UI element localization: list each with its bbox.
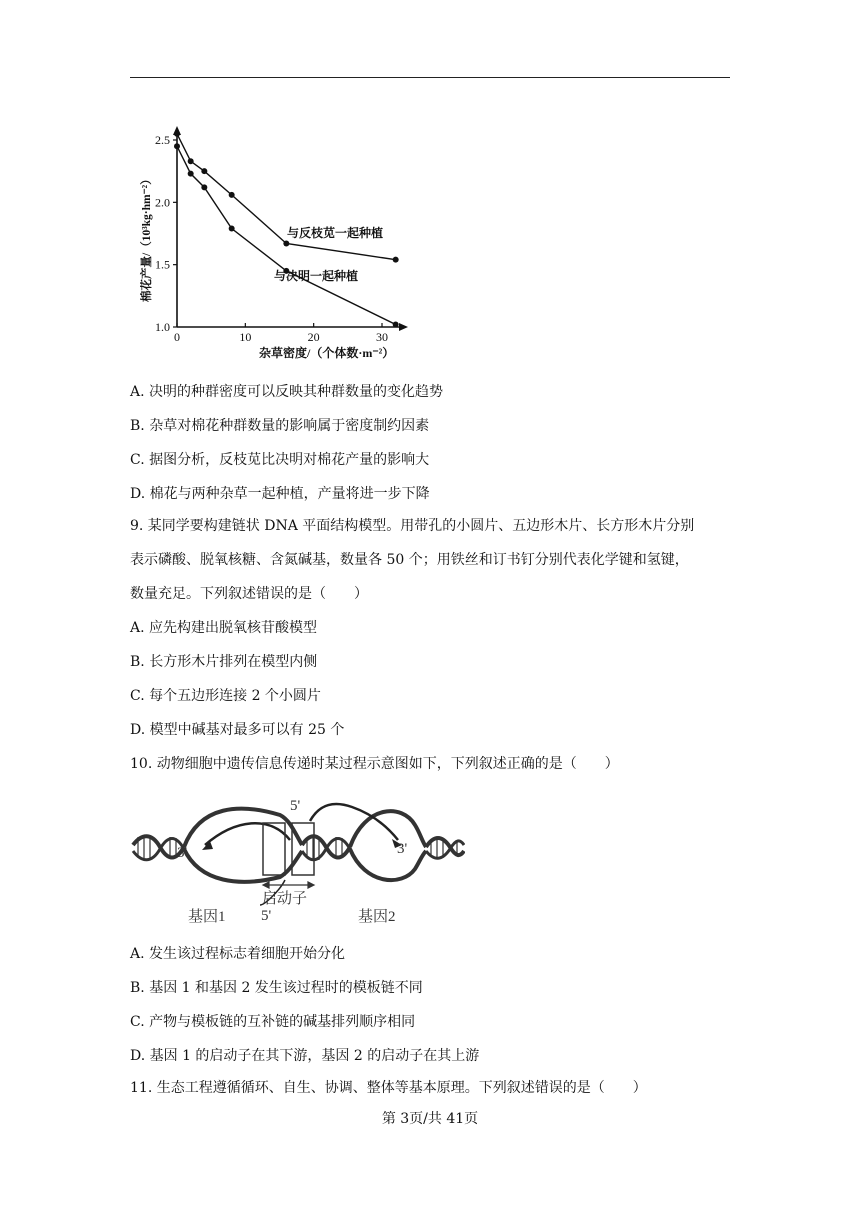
series-label-cassia: 与决明一起种植	[274, 269, 359, 283]
q8-option-d: D. 棉花与两种杂草一起种植，产量将进一步下降	[130, 486, 430, 502]
label-promoter: 启动子	[262, 891, 308, 907]
q9-option-a: A. 应先构建出脱氧核苷酸模型	[130, 620, 318, 636]
series-1-point	[201, 168, 207, 174]
label-gene1: 基因1	[188, 909, 226, 925]
series-2-point	[188, 171, 194, 177]
q9-option-b: B. 长方形木片排列在模型内侧	[130, 654, 318, 670]
y-tick-label: 2.5	[155, 133, 170, 147]
series-1-point	[229, 192, 235, 198]
series-2-point	[229, 226, 235, 232]
q11-stem: 11. 生态工程遵循循环、自生、协调、整体等基本原理。下列叙述错误的是（ ）	[130, 1080, 647, 1096]
label-5prime-bottom: 5'	[261, 908, 272, 924]
cotton-yield-chart	[132, 122, 422, 367]
page-footer: 第 3页/共 41页	[381, 1111, 479, 1127]
x-axis-title: 杂草密度/（个体数·m⁻²）	[259, 346, 395, 360]
series-2-point	[393, 322, 399, 328]
series-1-point	[174, 131, 180, 137]
q8-option-a: A. 决明的种群密度可以反映其种群数量的变化趋势	[130, 384, 444, 400]
x-axis-arrow	[399, 323, 408, 331]
y-tick-label: 2.0	[155, 195, 170, 210]
q9-stem-line-2: 表示磷酸、脱氧核糖、含氮碱基，数量各 50 个；用铁丝和订书钉分别代表化学键和氢键，	[130, 552, 689, 568]
q9-option-d: D. 模型中碱基对最多可以有 25 个	[130, 722, 345, 738]
q9-stem-line-1: 9. 某同学要构建链状 DNA 平面结构模型。用带孔的小圆片、五边形木片、长方形木片分别	[130, 518, 695, 534]
q10-option-c: C. 产物与模板链的互补链的碱基排列顺序相同	[130, 1014, 416, 1030]
q10-option-d: D. 基因 1 的启动子在其下游，基因 2 的启动子在其上游	[130, 1048, 480, 1064]
label-5prime-top: 5'	[290, 798, 301, 814]
q10-option-a: A. 发生该过程标志着细胞开始分化	[130, 946, 346, 962]
series-1-point	[188, 158, 194, 164]
q8-option-c: C. 据图分析，反枝苋比决明对棉花产量的影响大	[130, 452, 430, 468]
x-tick-label: 0	[174, 330, 180, 344]
q9-option-c: C. 每个五边形连接 2 个小圆片	[130, 688, 321, 704]
series-2-point	[174, 143, 180, 149]
series-label-amaranth: 与反枝苋一起种植	[287, 226, 384, 240]
chart-plot-area	[139, 126, 408, 360]
y-tick-label: 1.5	[155, 257, 170, 272]
transcription-diagram	[130, 795, 465, 930]
q8-option-b: B. 杂草对棉花种群数量的影响属于密度制约因素	[130, 418, 430, 434]
x-tick-label: 30	[376, 330, 388, 344]
series-2-point	[201, 184, 207, 190]
x-tick-label: 20	[307, 330, 320, 344]
q10-stem: 10. 动物细胞中遗传信息传递时某过程示意图如下，下列叙述正确的是（ ）	[130, 756, 619, 772]
series-1-point	[283, 240, 289, 246]
q9-stem-line-3: 数量充足。下列叙述错误的是（ ）	[130, 586, 368, 602]
label-3prime-left: 3'	[177, 845, 188, 861]
label-gene2: 基因2	[358, 909, 396, 925]
x-tick-label: 10	[239, 330, 252, 344]
label-3prime-right: 3'	[397, 841, 408, 857]
q10-option-b: B. 基因 1 和基因 2 发生该过程时的模板链不同	[130, 980, 423, 996]
rna-gene1	[205, 823, 290, 845]
series-1-point	[393, 257, 399, 263]
promoter-span-arrow	[263, 882, 314, 888]
header-rule	[130, 77, 730, 78]
y-tick-label: 1.0	[155, 320, 170, 334]
y-axis-title: 棉花产量/（10³kg·hm⁻²）	[141, 173, 153, 302]
